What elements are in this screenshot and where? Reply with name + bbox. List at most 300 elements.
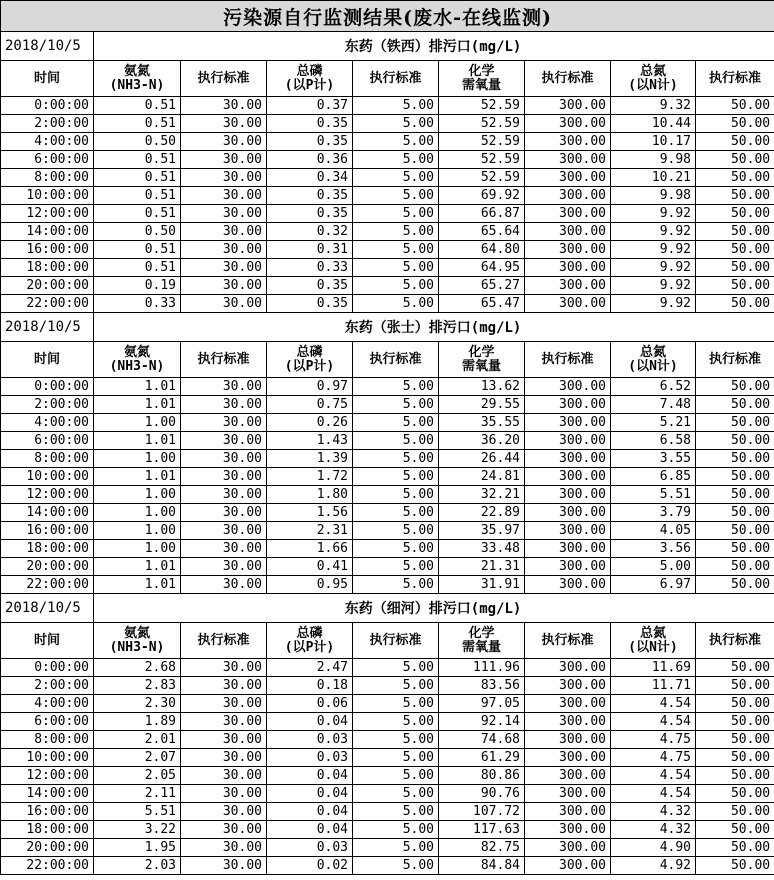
value-cell: 300.00 (525, 414, 611, 432)
value-cell: 300.00 (525, 277, 611, 295)
value-cell: 30.00 (181, 857, 267, 875)
time-cell: 6:00:00 (1, 713, 94, 731)
column-header-line: (以N计) (628, 358, 678, 374)
value-cell: 50.00 (696, 432, 774, 450)
value-cell: 0.50 (94, 133, 181, 151)
value-cell: 50.00 (696, 187, 774, 205)
column-header-line: 执行标准 (709, 632, 762, 648)
value-cell: 300.00 (525, 205, 611, 223)
value-cell: 74.68 (439, 731, 525, 749)
value-cell: 50.00 (696, 241, 774, 259)
value-cell: 30.00 (181, 504, 267, 522)
value-cell: 300.00 (525, 522, 611, 540)
value-cell: 300.00 (525, 187, 611, 205)
value-cell: 30.00 (181, 450, 267, 468)
value-cell: 0.37 (267, 97, 353, 115)
value-cell: 80.86 (439, 767, 525, 785)
value-cell: 5.00 (353, 731, 439, 749)
value-cell: 300.00 (525, 677, 611, 695)
value-cell: 5.51 (94, 803, 181, 821)
column-header-line: 执行标准 (369, 351, 422, 367)
value-cell: 30.00 (181, 151, 267, 169)
value-cell: 30.00 (181, 558, 267, 576)
section-header-row (1, 594, 774, 623)
value-cell: 5.00 (353, 677, 439, 695)
time-cell: 6:00:00 (1, 151, 94, 169)
table-row (1, 486, 774, 504)
table-row (1, 115, 774, 133)
column-header-line: (以P计) (284, 639, 335, 655)
section-date: 2018/10/5 (1, 594, 94, 623)
value-cell: 50.00 (696, 414, 774, 432)
value-cell: 300.00 (525, 486, 611, 504)
table-row (1, 151, 774, 169)
column-header-line: 执行标准 (197, 632, 250, 648)
value-cell: 1.01 (94, 558, 181, 576)
value-cell: 107.72 (439, 803, 525, 821)
value-cell: 0.35 (267, 277, 353, 295)
value-cell: 0.04 (267, 803, 353, 821)
column-header-line: 执行标准 (369, 70, 422, 86)
value-cell: 30.00 (181, 396, 267, 414)
value-cell: 0.18 (267, 677, 353, 695)
value-cell: 0.03 (267, 839, 353, 857)
column-header-line: 需氧量 (461, 639, 501, 655)
value-cell: 52.59 (439, 169, 525, 187)
value-cell: 50.00 (696, 205, 774, 223)
column-header-line: 执行标准 (369, 632, 422, 648)
value-cell: 30.00 (181, 468, 267, 486)
value-cell: 50.00 (696, 486, 774, 504)
value-cell: 9.92 (611, 259, 696, 277)
value-cell: 50.00 (696, 223, 774, 241)
table-row (1, 468, 774, 486)
column-header-line: 执行标准 (709, 70, 762, 86)
value-cell: 5.00 (353, 749, 439, 767)
column-header-line: (以N计) (628, 639, 678, 655)
value-cell: 0.19 (94, 277, 181, 295)
value-cell: 50.00 (696, 151, 774, 169)
time-cell: 8:00:00 (1, 450, 94, 468)
value-cell: 1.66 (267, 540, 353, 558)
value-cell: 5.00 (353, 522, 439, 540)
value-cell: 22.89 (439, 504, 525, 522)
value-cell: 2.07 (94, 749, 181, 767)
column-header (94, 61, 181, 97)
time-cell: 20:00:00 (1, 839, 94, 857)
column-header (353, 61, 439, 97)
value-cell: 300.00 (525, 169, 611, 187)
value-cell: 30.00 (181, 133, 267, 151)
time-cell: 20:00:00 (1, 558, 94, 576)
section-outlet-name: 东药（细河）排污口(mg/L) (94, 594, 774, 623)
time-cell: 10:00:00 (1, 187, 94, 205)
table-row (1, 414, 774, 432)
column-header (525, 342, 611, 378)
column-header (696, 623, 774, 659)
column-header-line: 执行标准 (197, 70, 250, 86)
value-cell: 10.21 (611, 169, 696, 187)
column-header-line: 执行标准 (541, 351, 594, 367)
value-cell: 0.51 (94, 187, 181, 205)
value-cell: 5.00 (353, 378, 439, 396)
column-header (611, 623, 696, 659)
value-cell: 0.04 (267, 821, 353, 839)
value-cell: 4.05 (611, 522, 696, 540)
time-cell: 18:00:00 (1, 540, 94, 558)
value-cell: 50.00 (696, 468, 774, 486)
table-row (1, 767, 774, 785)
table-row (1, 259, 774, 277)
time-cell: 2:00:00 (1, 677, 94, 695)
column-header-line: (NH3-N) (109, 358, 165, 374)
value-cell: 97.05 (439, 695, 525, 713)
time-cell: 16:00:00 (1, 803, 94, 821)
column-header-line: (NH3-N) (109, 77, 165, 93)
time-cell: 2:00:00 (1, 115, 94, 133)
value-cell: 5.00 (353, 223, 439, 241)
column-header-line: 化学 (468, 344, 495, 360)
column-header (1, 61, 94, 97)
time-cell: 8:00:00 (1, 731, 94, 749)
value-cell: 2.05 (94, 767, 181, 785)
value-cell: 2.83 (94, 677, 181, 695)
value-cell: 30.00 (181, 277, 267, 295)
value-cell: 300.00 (525, 97, 611, 115)
value-cell: 300.00 (525, 504, 611, 522)
table-row (1, 522, 774, 540)
value-cell: 300.00 (525, 695, 611, 713)
value-cell: 83.56 (439, 677, 525, 695)
value-cell: 10.44 (611, 115, 696, 133)
table-row (1, 731, 774, 749)
value-cell: 9.92 (611, 277, 696, 295)
value-cell: 0.35 (267, 133, 353, 151)
value-cell: 300.00 (525, 241, 611, 259)
value-cell: 1.95 (94, 839, 181, 857)
column-header-line: 总氮 (639, 63, 666, 79)
value-cell: 50.00 (696, 749, 774, 767)
table-row (1, 432, 774, 450)
value-cell: 0.03 (267, 731, 353, 749)
value-cell: 5.00 (353, 540, 439, 558)
value-cell: 300.00 (525, 295, 611, 313)
value-cell: 0.51 (94, 97, 181, 115)
time-cell: 16:00:00 (1, 241, 94, 259)
value-cell: 50.00 (696, 576, 774, 594)
column-header (267, 342, 353, 378)
value-cell: 11.69 (611, 659, 696, 677)
table-row (1, 450, 774, 468)
value-cell: 4.32 (611, 803, 696, 821)
table-row (1, 857, 774, 875)
time-cell: 0:00:00 (1, 659, 94, 677)
value-cell: 50.00 (696, 713, 774, 731)
value-cell: 300.00 (525, 857, 611, 875)
page-title: 污染源自行监测结果(废水-在线监测) (1, 1, 774, 32)
column-header-line: 时间 (33, 70, 60, 86)
value-cell: 1.56 (267, 504, 353, 522)
time-cell: 16:00:00 (1, 522, 94, 540)
column-header-line: 氨氮 (123, 625, 150, 641)
value-cell: 5.00 (353, 169, 439, 187)
value-cell: 3.56 (611, 540, 696, 558)
value-cell: 0.51 (94, 259, 181, 277)
table-body (1, 1, 774, 875)
column-header (267, 623, 353, 659)
value-cell: 300.00 (525, 576, 611, 594)
value-cell: 36.20 (439, 432, 525, 450)
value-cell: 50.00 (696, 277, 774, 295)
value-cell: 0.04 (267, 767, 353, 785)
value-cell: 5.00 (353, 133, 439, 151)
value-cell: 0.35 (267, 115, 353, 133)
table-row (1, 187, 774, 205)
time-cell: 4:00:00 (1, 414, 94, 432)
value-cell: 52.59 (439, 133, 525, 151)
column-header (181, 342, 267, 378)
value-cell: 300.00 (525, 821, 611, 839)
value-cell: 300.00 (525, 468, 611, 486)
value-cell: 5.00 (353, 450, 439, 468)
value-cell: 24.81 (439, 468, 525, 486)
value-cell: 5.00 (353, 839, 439, 857)
column-header (525, 61, 611, 97)
value-cell: 50.00 (696, 731, 774, 749)
table-row (1, 133, 774, 151)
value-cell: 4.54 (611, 713, 696, 731)
value-cell: 61.29 (439, 749, 525, 767)
section-date: 2018/10/5 (1, 313, 94, 342)
value-cell: 0.04 (267, 713, 353, 731)
value-cell: 65.47 (439, 295, 525, 313)
time-cell: 8:00:00 (1, 169, 94, 187)
value-cell: 50.00 (696, 522, 774, 540)
value-cell: 50.00 (696, 378, 774, 396)
value-cell: 1.01 (94, 432, 181, 450)
value-cell: 30.00 (181, 767, 267, 785)
value-cell: 0.06 (267, 695, 353, 713)
value-cell: 50.00 (696, 115, 774, 133)
time-cell: 14:00:00 (1, 785, 94, 803)
value-cell: 4.32 (611, 821, 696, 839)
column-header-line: (以N计) (628, 77, 678, 93)
column-header (181, 61, 267, 97)
section-header-row (1, 313, 774, 342)
value-cell: 5.21 (611, 414, 696, 432)
value-cell: 33.48 (439, 540, 525, 558)
time-cell: 12:00:00 (1, 767, 94, 785)
column-header-line: 执行标准 (541, 632, 594, 648)
table-row (1, 396, 774, 414)
table-row (1, 540, 774, 558)
value-cell: 1.00 (94, 414, 181, 432)
value-cell: 0.51 (94, 115, 181, 133)
value-cell: 50.00 (696, 259, 774, 277)
value-cell: 6.58 (611, 432, 696, 450)
value-cell: 30.00 (181, 97, 267, 115)
value-cell: 50.00 (696, 839, 774, 857)
time-cell: 18:00:00 (1, 259, 94, 277)
column-header (611, 61, 696, 97)
value-cell: 30.00 (181, 259, 267, 277)
value-cell: 21.31 (439, 558, 525, 576)
value-cell: 52.59 (439, 151, 525, 169)
value-cell: 1.80 (267, 486, 353, 504)
value-cell: 30.00 (181, 576, 267, 594)
section-header-row (1, 32, 774, 61)
value-cell: 5.00 (353, 576, 439, 594)
value-cell: 300.00 (525, 133, 611, 151)
column-header-line: 执行标准 (541, 70, 594, 86)
value-cell: 2.11 (94, 785, 181, 803)
value-cell: 0.36 (267, 151, 353, 169)
time-cell: 22:00:00 (1, 295, 94, 313)
table-row (1, 504, 774, 522)
value-cell: 30.00 (181, 295, 267, 313)
value-cell: 5.00 (353, 241, 439, 259)
value-cell: 300.00 (525, 713, 611, 731)
value-cell: 50.00 (696, 295, 774, 313)
table-row (1, 713, 774, 731)
value-cell: 5.00 (353, 504, 439, 522)
value-cell: 3.22 (94, 821, 181, 839)
table-row (1, 277, 774, 295)
value-cell: 92.14 (439, 713, 525, 731)
table-row (1, 803, 774, 821)
column-header-line: 总磷 (296, 625, 323, 641)
value-cell: 50.00 (696, 821, 774, 839)
value-cell: 30.00 (181, 677, 267, 695)
value-cell: 35.55 (439, 414, 525, 432)
column-header (353, 623, 439, 659)
section-outlet-name: 东药（铁西）排污口(mg/L) (94, 32, 774, 61)
column-header-line: 需氧量 (461, 77, 501, 93)
value-cell: 9.98 (611, 187, 696, 205)
value-cell: 1.43 (267, 432, 353, 450)
value-cell: 30.00 (181, 378, 267, 396)
time-cell: 0:00:00 (1, 378, 94, 396)
value-cell: 1.39 (267, 450, 353, 468)
value-cell: 1.72 (267, 468, 353, 486)
value-cell: 90.76 (439, 785, 525, 803)
value-cell: 4.75 (611, 749, 696, 767)
time-cell: 10:00:00 (1, 468, 94, 486)
column-header-line: (以P计) (284, 77, 335, 93)
value-cell: 5.00 (353, 295, 439, 313)
column-header (353, 342, 439, 378)
value-cell: 300.00 (525, 785, 611, 803)
value-cell: 50.00 (696, 803, 774, 821)
value-cell: 50.00 (696, 396, 774, 414)
value-cell: 1.00 (94, 504, 181, 522)
value-cell: 6.52 (611, 378, 696, 396)
value-cell: 300.00 (525, 223, 611, 241)
value-cell: 1.01 (94, 576, 181, 594)
value-cell: 2.01 (94, 731, 181, 749)
value-cell: 2.47 (267, 659, 353, 677)
value-cell: 300.00 (525, 151, 611, 169)
table-row (1, 97, 774, 115)
value-cell: 32.21 (439, 486, 525, 504)
time-cell: 22:00:00 (1, 576, 94, 594)
value-cell: 10.17 (611, 133, 696, 151)
column-header (439, 342, 525, 378)
value-cell: 1.89 (94, 713, 181, 731)
time-cell: 4:00:00 (1, 695, 94, 713)
value-cell: 30.00 (181, 821, 267, 839)
value-cell: 52.59 (439, 115, 525, 133)
column-header-line: 氨氮 (123, 63, 150, 79)
value-cell: 5.51 (611, 486, 696, 504)
value-cell: 50.00 (696, 785, 774, 803)
column-header (267, 61, 353, 97)
value-cell: 1.01 (94, 396, 181, 414)
column-header-line: 总磷 (296, 344, 323, 360)
column-header (94, 342, 181, 378)
column-header (94, 623, 181, 659)
value-cell: 29.55 (439, 396, 525, 414)
value-cell: 30.00 (181, 187, 267, 205)
value-cell: 300.00 (525, 558, 611, 576)
value-cell: 300.00 (525, 378, 611, 396)
value-cell: 11.71 (611, 677, 696, 695)
value-cell: 300.00 (525, 803, 611, 821)
value-cell: 50.00 (696, 695, 774, 713)
column-header (1, 342, 94, 378)
value-cell: 0.35 (267, 295, 353, 313)
value-cell: 30.00 (181, 803, 267, 821)
column-header (1, 623, 94, 659)
value-cell: 82.75 (439, 839, 525, 857)
value-cell: 30.00 (181, 169, 267, 187)
value-cell: 66.87 (439, 205, 525, 223)
value-cell: 1.00 (94, 486, 181, 504)
value-cell: 300.00 (525, 396, 611, 414)
value-cell: 30.00 (181, 241, 267, 259)
column-header-line: 化学 (468, 625, 495, 641)
value-cell: 30.00 (181, 695, 267, 713)
value-cell: 5.00 (353, 767, 439, 785)
value-cell: 5.00 (353, 396, 439, 414)
value-cell: 3.55 (611, 450, 696, 468)
value-cell: 1.00 (94, 450, 181, 468)
value-cell: 5.00 (353, 205, 439, 223)
value-cell: 6.85 (611, 468, 696, 486)
value-cell: 0.35 (267, 205, 353, 223)
column-header-line: 化学 (468, 63, 495, 79)
value-cell: 0.26 (267, 414, 353, 432)
time-cell: 10:00:00 (1, 749, 94, 767)
value-cell: 0.04 (267, 785, 353, 803)
value-cell: 300.00 (525, 749, 611, 767)
time-cell: 12:00:00 (1, 486, 94, 504)
value-cell: 5.00 (353, 803, 439, 821)
value-cell: 50.00 (696, 504, 774, 522)
value-cell: 0.33 (94, 295, 181, 313)
table-row (1, 169, 774, 187)
value-cell: 0.51 (94, 151, 181, 169)
value-cell: 0.97 (267, 378, 353, 396)
value-cell: 5.00 (353, 259, 439, 277)
time-cell: 14:00:00 (1, 223, 94, 241)
value-cell: 2.31 (267, 522, 353, 540)
value-cell: 26.44 (439, 450, 525, 468)
value-cell: 30.00 (181, 713, 267, 731)
value-cell: 7.48 (611, 396, 696, 414)
value-cell: 13.62 (439, 378, 525, 396)
value-cell: 300.00 (525, 450, 611, 468)
